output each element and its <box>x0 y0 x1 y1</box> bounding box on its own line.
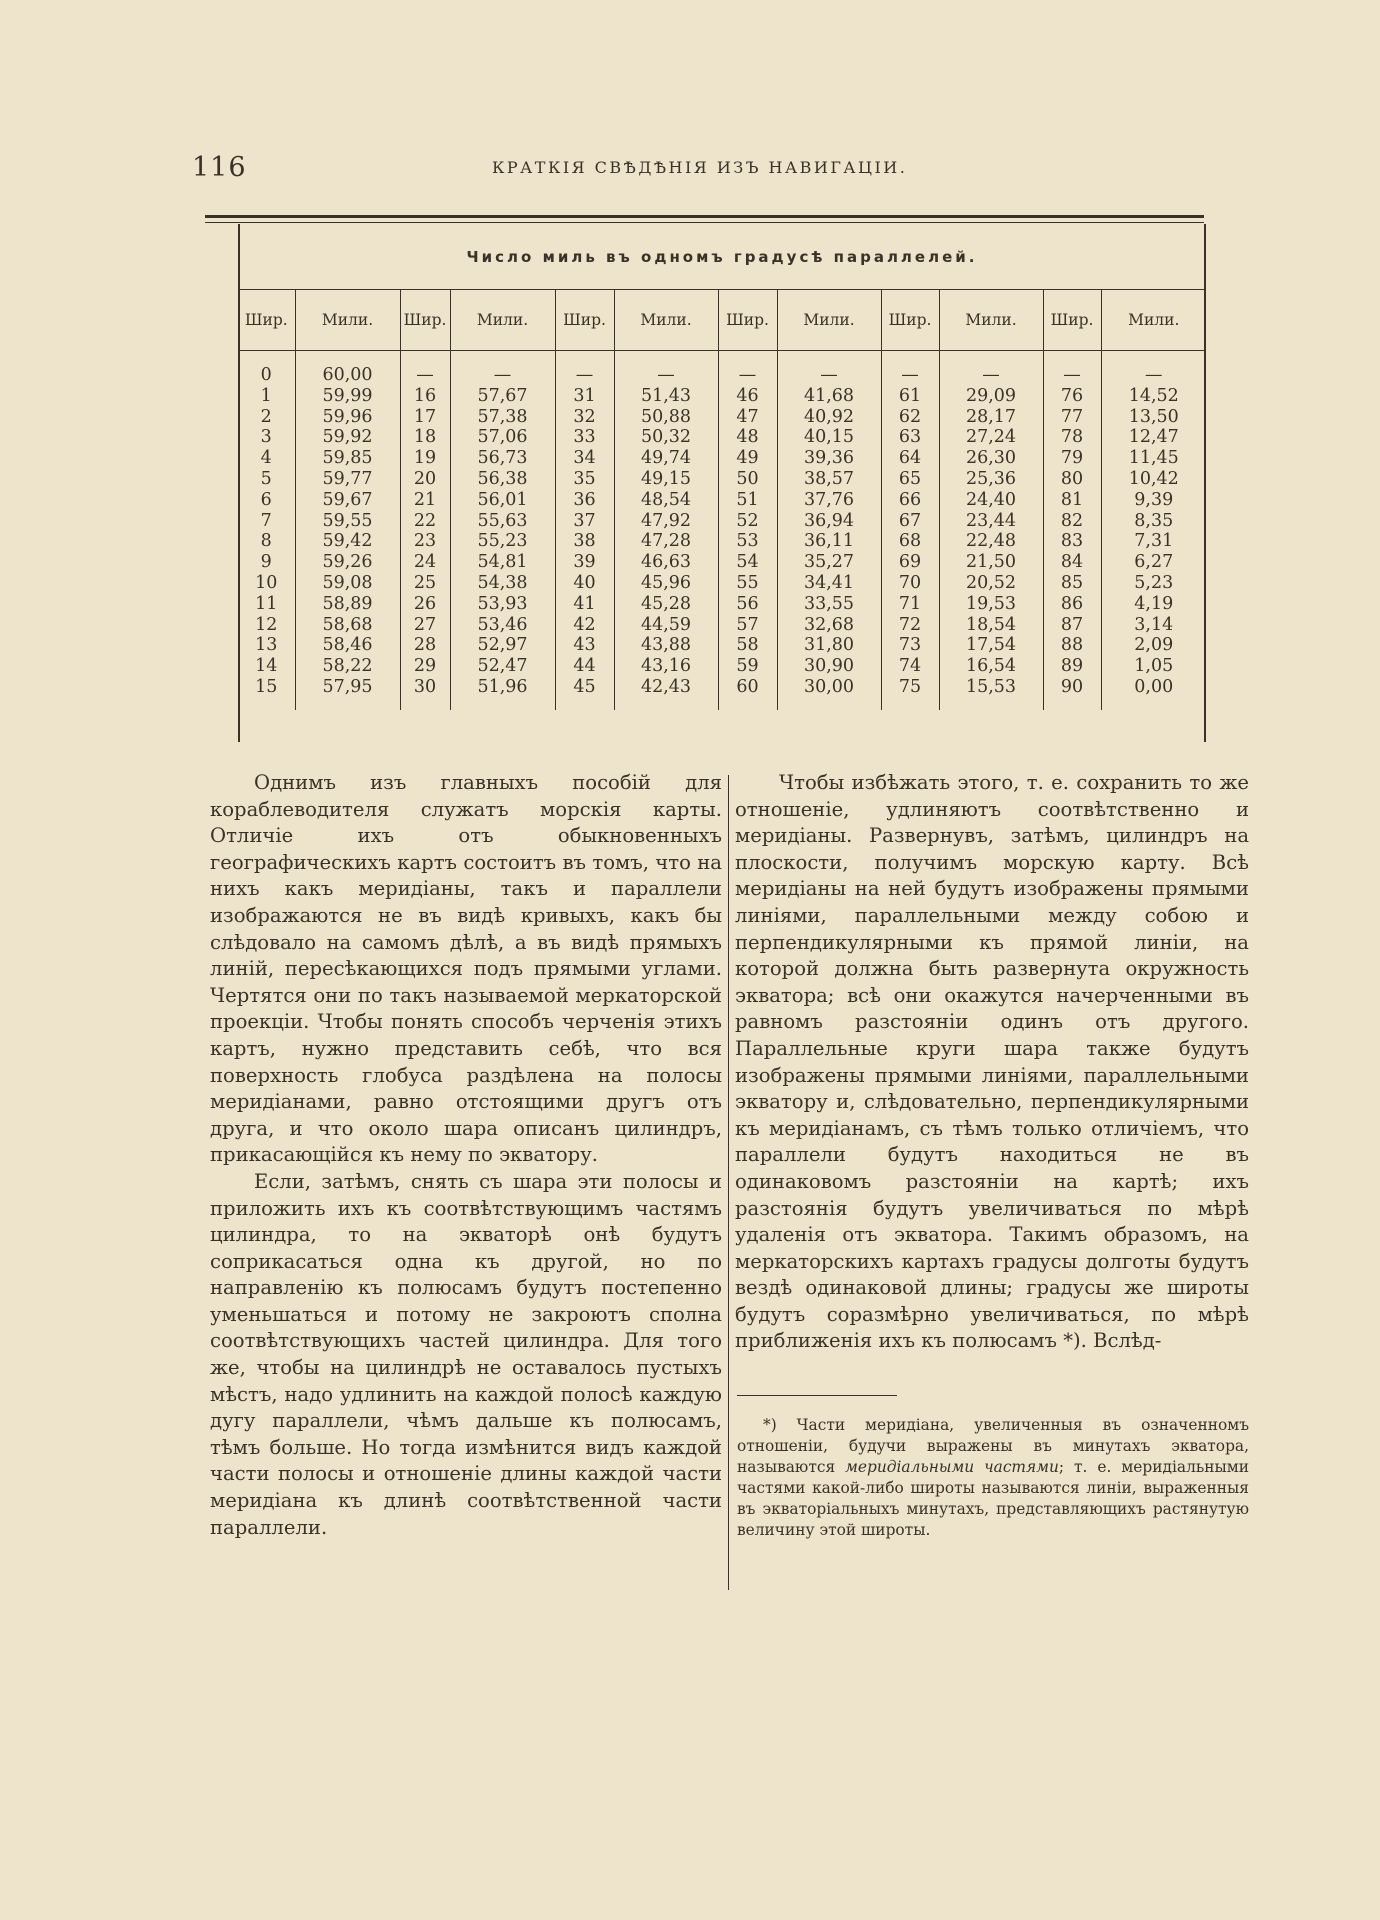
latitude-cell: 37 <box>555 511 614 532</box>
header-row <box>238 290 1206 351</box>
latitude-cell: 11 <box>255 593 278 614</box>
miles-cell: 48,54 <box>614 490 718 511</box>
paragraph: Если, затѣмъ, снять съ шара эти полосы и приложить ихъ къ соотвѣтствующимъ частямъ цилиндра, то на экваторѣ онѣ будутъ соприкасаться одна къ другой, но по направленію къ полюсамъ будутъ постепенно уменьшаться и потому не закроютъ сполна соотвѣтствующихъ частей цилиндра. Для того же, чтобы на цилиндрѣ не оставалось пустыхъ мѣстъ, надо удлинить на каждой полосѣ каждую дугу параллели, чѣмъ дальше къ полюсамъ, тѣмъ больше. Но тогда измѣнится видъ каждой части полосы и отношеніе длины каждой части меридіана къ длинѣ соотвѣтственной части параллели. <box>210 1169 722 1539</box>
miles-cell: 50,88 <box>614 407 718 428</box>
miles-cell: 53,93 <box>450 594 555 615</box>
miles-cell: 52,47 <box>450 656 555 677</box>
miles-cell: 59,26 <box>295 552 400 573</box>
latitude-cell: 23 <box>400 531 450 552</box>
latitude-cell: 44 <box>555 656 614 677</box>
table-row <box>238 531 1206 552</box>
miles-header: Мили. <box>1101 290 1206 351</box>
spacer-cell <box>555 351 614 366</box>
spacer-cell <box>295 351 400 366</box>
latitude-cell: 62 <box>881 407 939 428</box>
miles-cell: 10,42 <box>1101 469 1206 490</box>
miles-cell: 32,68 <box>777 615 881 636</box>
miles-cell: 59,08 <box>295 573 400 594</box>
footnote-term: меридіальными частями <box>845 1458 1059 1476</box>
table-row <box>238 656 1206 677</box>
latitude-cell: 15 <box>255 676 278 697</box>
right-column <box>735 770 1249 1355</box>
miles-cell: 31,80 <box>777 635 881 656</box>
miles-cell: 57,95 <box>295 677 400 698</box>
spacer-cell <box>400 698 450 710</box>
miles-data-table <box>238 290 1206 710</box>
spacer-cell <box>614 351 718 366</box>
miles-cell: 60,00 <box>295 365 400 386</box>
latitude-cell: 58 <box>718 635 777 656</box>
spacer-cell <box>295 698 400 710</box>
latitude-header: Шир. <box>238 290 295 351</box>
miles-cell: 51,96 <box>450 677 555 698</box>
miles-cell: 46,63 <box>614 552 718 573</box>
latitude-cell: 72 <box>881 615 939 636</box>
table-row <box>238 427 1206 448</box>
latitude-cell: 19 <box>400 448 450 469</box>
latitude-cell: 0 <box>260 365 272 385</box>
latitude-header: Шир. <box>718 290 777 351</box>
table-row <box>238 407 1206 428</box>
latitude-cell: 63 <box>881 427 939 448</box>
miles-cell: 45,96 <box>614 573 718 594</box>
table-title: Число миль въ одномъ градусѣ параллелей. <box>466 248 978 266</box>
latitude-cell: 5 <box>260 468 272 489</box>
miles-cell: 51,43 <box>614 386 718 407</box>
page-header <box>192 152 1172 192</box>
miles-cell: 49,15 <box>614 469 718 490</box>
latitude-cell: — <box>555 365 614 386</box>
miles-cell: 8,35 <box>1101 511 1206 532</box>
table-row <box>238 594 1206 615</box>
latitude-cell: 46 <box>718 386 777 407</box>
latitude-cell: 39 <box>555 552 614 573</box>
table-spacer <box>238 351 1206 366</box>
latitude-cell: 56 <box>718 594 777 615</box>
miles-cell: 3,14 <box>1101 615 1206 636</box>
latitude-cell: 71 <box>881 594 939 615</box>
latitude-cell: 35 <box>555 469 614 490</box>
miles-cell: 22,48 <box>939 531 1043 552</box>
miles-cell: 24,40 <box>939 490 1043 511</box>
latitude-cell: 60 <box>718 677 777 698</box>
miles-cell: 56,73 <box>450 448 555 469</box>
latitude-cell: 85 <box>1043 573 1101 594</box>
table-row <box>238 490 1206 511</box>
miles-cell: 6,27 <box>1101 552 1206 573</box>
table-row <box>238 365 1206 386</box>
miles-cell: 36,94 <box>777 511 881 532</box>
latitude-cell: 54 <box>718 552 777 573</box>
miles-cell: 59,96 <box>295 407 400 428</box>
latitude-cell: 59 <box>718 656 777 677</box>
latitude-cell: 17 <box>400 407 450 428</box>
latitude-cell: 4 <box>260 448 272 469</box>
table-row <box>238 677 1206 698</box>
latitude-cell: 12 <box>255 614 278 635</box>
table-body <box>238 351 1206 710</box>
latitude-cell: 43 <box>555 635 614 656</box>
miles-cell: 56,38 <box>450 469 555 490</box>
latitude-cell: 83 <box>1043 531 1101 552</box>
miles-cell: 41,68 <box>777 386 881 407</box>
miles-cell: 20,52 <box>939 573 1043 594</box>
latitude-cell: 84 <box>1043 552 1101 573</box>
miles-cell: 58,46 <box>295 635 400 656</box>
latitude-cell: 31 <box>555 386 614 407</box>
miles-cell: — <box>614 365 718 386</box>
miles-cell: 11,45 <box>1101 448 1206 469</box>
miles-cell: 2,09 <box>1101 635 1206 656</box>
table-row <box>238 552 1206 573</box>
miles-header: Мили. <box>295 290 400 351</box>
miles-cell: 1,05 <box>1101 656 1206 677</box>
miles-cell: 58,22 <box>295 656 400 677</box>
miles-cell: 59,67 <box>295 490 400 511</box>
miles-cell: 12,47 <box>1101 427 1206 448</box>
latitude-cell: 69 <box>881 552 939 573</box>
table-row <box>238 615 1206 636</box>
miles-cell: — <box>1101 365 1206 386</box>
miles-cell: 4,19 <box>1101 594 1206 615</box>
miles-cell: 28,17 <box>939 407 1043 428</box>
latitude-cell: 50 <box>718 469 777 490</box>
miles-cell: 14,52 <box>1101 386 1206 407</box>
latitude-cell: 52 <box>718 511 777 532</box>
latitude-cell: 24 <box>400 552 450 573</box>
miles-cell: — <box>450 365 555 386</box>
miles-cell: 33,55 <box>777 594 881 615</box>
paragraph: Чтобы избѣжать этого, т. е. сохранить то же отношеніе, удлиняютъ соотвѣтственно и меридіаны. Развернувъ, затѣмъ, цилиндръ на плоскости, получимъ морскую карту. Всѣ меридіаны на ней будутъ изображены прямыми линіями, параллельными между собою и перпендикулярными къ прямой линіи, на которой должна быть развернута окружность экватора; всѣ они окажутся начерченными въ равномъ разстояніи одинъ отъ другого. Параллельные круги шара также будутъ изображены прямыми линіями, параллельными экватору и, слѣдовательно, перпендикулярными къ меридіанамъ, съ тѣмъ только отличіемъ, что параллели будутъ находиться не въ одинаковомъ разстояніи на картѣ; ихъ разстоянія будутъ увеличиваться по мѣрѣ удаленія отъ экватора. Такимъ образомъ, на меркаторскихъ картахъ градусы долготы будутъ вездѣ одинаковой длины; градусы же широты будутъ соразмѣрно увеличиваться, по мѣрѣ приближенія ихъ къ полюсамъ *). Вслѣд- <box>735 771 1249 1353</box>
spacer-cell <box>718 351 777 366</box>
miles-cell: 50,32 <box>614 427 718 448</box>
miles-cell: 59,92 <box>295 427 400 448</box>
miles-cell: 57,06 <box>450 427 555 448</box>
table-row <box>238 386 1206 407</box>
latitude-cell: 2 <box>260 406 272 427</box>
miles-cell: 13,50 <box>1101 407 1206 428</box>
latitude-cell: — <box>1043 365 1101 386</box>
miles-header: Мили. <box>450 290 555 351</box>
latitude-cell: 82 <box>1043 511 1101 532</box>
miles-cell: 39,36 <box>777 448 881 469</box>
spacer-cell <box>1043 351 1101 366</box>
miles-header: Мили. <box>777 290 881 351</box>
miles-cell: 36,11 <box>777 531 881 552</box>
miles-cell: 47,28 <box>614 531 718 552</box>
latitude-cell: 49 <box>718 448 777 469</box>
table-row <box>238 511 1206 532</box>
miles-cell: 42,43 <box>614 677 718 698</box>
latitude-cell: 14 <box>255 656 278 677</box>
spacer-cell <box>718 698 777 710</box>
page-number: 116 <box>192 152 247 183</box>
latitude-cell: 33 <box>555 427 614 448</box>
miles-cell: 27,24 <box>939 427 1043 448</box>
latitude-cell: 77 <box>1043 407 1101 428</box>
latitude-cell: 16 <box>400 386 450 407</box>
latitude-cell: 28 <box>400 635 450 656</box>
miles-cell: 58,89 <box>295 594 400 615</box>
miles-table <box>238 224 1206 742</box>
latitude-cell: 18 <box>400 427 450 448</box>
latitude-cell: 45 <box>555 677 614 698</box>
latitude-cell: 65 <box>881 469 939 490</box>
latitude-header: Шир. <box>1043 290 1101 351</box>
latitude-cell: 78 <box>1043 427 1101 448</box>
miles-cell: 45,28 <box>614 594 718 615</box>
footnote-rule <box>737 1395 897 1396</box>
latitude-cell: 86 <box>1043 594 1101 615</box>
spacer-cell <box>939 351 1043 366</box>
miles-cell: 52,97 <box>450 635 555 656</box>
latitude-cell: 9 <box>260 552 272 573</box>
spacer-cell <box>777 698 881 710</box>
latitude-cell: 55 <box>718 573 777 594</box>
latitude-cell: — <box>718 365 777 386</box>
miles-cell: 37,76 <box>777 490 881 511</box>
miles-cell: 57,67 <box>450 386 555 407</box>
spacer-cell <box>1101 351 1206 366</box>
latitude-cell: 80 <box>1043 469 1101 490</box>
miles-cell: 59,77 <box>295 469 400 490</box>
latitude-cell: 42 <box>555 615 614 636</box>
latitude-cell: 22 <box>400 511 450 532</box>
spacer-cell <box>400 351 450 366</box>
spacer-cell <box>450 698 555 710</box>
spacer-cell <box>238 351 295 366</box>
table-top-rule <box>205 215 1204 218</box>
miles-cell: 54,81 <box>450 552 555 573</box>
spacer-cell <box>881 698 939 710</box>
miles-cell: 34,41 <box>777 573 881 594</box>
latitude-cell: 67 <box>881 511 939 532</box>
miles-cell: 17,54 <box>939 635 1043 656</box>
latitude-cell: 1 <box>260 385 272 406</box>
paragraph: Однимъ изъ главныхъ пособій для кораблеводителя служатъ морскія карты. Отличіе ихъ отъ обыкновенныхъ географическихъ картъ состоитъ въ томъ, что на нихъ какъ меридіаны, такъ и параллели изображаются не въ видѣ кривыхъ, какъ бы слѣдовало на самомъ дѣлѣ, а въ видѣ прямыхъ линій, пересѣкающихся подъ прямыми углами. Чертятся они по такъ называемой меркаторской проекціи. Чтобы понять способъ черченія этихъ картъ, нужно представить себѣ, что вся поверхность глобуса раздѣлена на полосы меридіанами, равно отстоящими другъ отъ друга, и что около шара описанъ цилиндръ, прикасающійся къ нему по экватору. <box>210 771 722 1167</box>
footnote-text: *) Части меридіана, увеличенныя въ означенномъ отношеніи, будучи выражены въ минутахъ экватора, называются <box>737 1416 1249 1476</box>
miles-cell: 23,44 <box>939 511 1043 532</box>
latitude-cell: 70 <box>881 573 939 594</box>
miles-cell: 59,99 <box>295 386 400 407</box>
miles-cell: 29,09 <box>939 386 1043 407</box>
miles-cell: — <box>777 365 881 386</box>
table-row <box>238 635 1206 656</box>
miles-header: Мили. <box>614 290 718 351</box>
miles-cell: — <box>939 365 1043 386</box>
miles-cell: 21,50 <box>939 552 1043 573</box>
spacer-cell <box>238 698 295 710</box>
latitude-cell: 57 <box>718 615 777 636</box>
latitude-cell: 74 <box>881 656 939 677</box>
spacer-cell <box>614 698 718 710</box>
running-title: КРАТКІЯ СВѢДѢНІЯ ИЗЪ НАВИГАЦІИ. <box>492 158 908 177</box>
miles-cell: 38,57 <box>777 469 881 490</box>
latitude-cell: 32 <box>555 407 614 428</box>
latitude-cell: 61 <box>881 386 939 407</box>
miles-cell: 47,92 <box>614 511 718 532</box>
miles-cell: 7,31 <box>1101 531 1206 552</box>
latitude-header: Шир. <box>555 290 614 351</box>
miles-cell: 58,68 <box>295 615 400 636</box>
miles-cell: 5,23 <box>1101 573 1206 594</box>
table-row <box>238 573 1206 594</box>
latitude-cell: 34 <box>555 448 614 469</box>
latitude-cell: 25 <box>400 573 450 594</box>
miles-cell: 26,30 <box>939 448 1043 469</box>
spacer-cell <box>939 698 1043 710</box>
latitude-cell: 48 <box>718 427 777 448</box>
spacer-cell <box>881 351 939 366</box>
miles-cell: 53,46 <box>450 615 555 636</box>
latitude-cell: 81 <box>1043 490 1101 511</box>
latitude-cell: 40 <box>555 573 614 594</box>
latitude-cell: 51 <box>718 490 777 511</box>
spacer-cell <box>1101 698 1206 710</box>
miles-cell: 55,23 <box>450 531 555 552</box>
left-column <box>210 770 722 1541</box>
latitude-cell: 26 <box>400 594 450 615</box>
latitude-cell: 13 <box>255 635 278 656</box>
latitude-cell: 73 <box>881 635 939 656</box>
latitude-cell: 30 <box>400 677 450 698</box>
spacer-cell <box>555 698 614 710</box>
footnote <box>737 1415 1249 1541</box>
latitude-cell: 10 <box>255 572 278 593</box>
miles-cell: 44,59 <box>614 615 718 636</box>
latitude-cell: 8 <box>260 531 272 552</box>
miles-cell: 49,74 <box>614 448 718 469</box>
miles-cell: 30,00 <box>777 677 881 698</box>
spacer-cell <box>777 351 881 366</box>
miles-cell: 59,85 <box>295 448 400 469</box>
table-row <box>238 448 1206 469</box>
miles-cell: 18,54 <box>939 615 1043 636</box>
miles-cell: 15,53 <box>939 677 1043 698</box>
miles-cell: 0,00 <box>1101 677 1206 698</box>
latitude-cell: 27 <box>400 615 450 636</box>
miles-cell: 54,38 <box>450 573 555 594</box>
miles-cell: 40,15 <box>777 427 881 448</box>
latitude-header: Шир. <box>400 290 450 351</box>
spacer-cell <box>1043 698 1101 710</box>
latitude-cell: 75 <box>881 677 939 698</box>
latitude-cell: — <box>881 365 939 386</box>
miles-cell: 43,16 <box>614 656 718 677</box>
latitude-cell: 47 <box>718 407 777 428</box>
miles-cell: 55,63 <box>450 511 555 532</box>
latitude-cell: 64 <box>881 448 939 469</box>
miles-cell: 30,90 <box>777 656 881 677</box>
table-header <box>238 290 1206 351</box>
latitude-cell: — <box>400 365 450 386</box>
latitude-cell: 90 <box>1043 677 1101 698</box>
miles-cell: 16,54 <box>939 656 1043 677</box>
latitude-cell: 21 <box>400 490 450 511</box>
miles-cell: 59,55 <box>295 511 400 532</box>
latitude-cell: 87 <box>1043 615 1101 636</box>
footnote-text: ; т. е. меридіальными частями какой-либо широты называются линіи, выраженныя въ экваторіальныхъ минутахъ, представляющихъ растянутую величину этой широты. <box>737 1458 1249 1539</box>
latitude-cell: 76 <box>1043 386 1101 407</box>
table-top-rule-thin <box>205 222 1204 223</box>
miles-cell: 43,88 <box>614 635 718 656</box>
latitude-cell: 38 <box>555 531 614 552</box>
latitude-cell: 89 <box>1043 656 1101 677</box>
latitude-cell: 79 <box>1043 448 1101 469</box>
miles-cell: 59,42 <box>295 531 400 552</box>
latitude-cell: 88 <box>1043 635 1101 656</box>
latitude-cell: 7 <box>260 510 272 531</box>
latitude-cell: 68 <box>881 531 939 552</box>
column-divider <box>728 775 729 1590</box>
miles-cell: 35,27 <box>777 552 881 573</box>
table-row <box>238 469 1206 490</box>
latitude-cell: 20 <box>400 469 450 490</box>
spacer-cell <box>450 351 555 366</box>
miles-cell: 25,36 <box>939 469 1043 490</box>
latitude-cell: 66 <box>881 490 939 511</box>
latitude-cell: 3 <box>260 427 272 448</box>
latitude-cell: 41 <box>555 594 614 615</box>
miles-cell: 57,38 <box>450 407 555 428</box>
latitude-cell: 53 <box>718 531 777 552</box>
miles-cell: 40,92 <box>777 407 881 428</box>
miles-cell: 9,39 <box>1101 490 1206 511</box>
latitude-cell: 29 <box>400 656 450 677</box>
latitude-cell: 6 <box>260 489 272 510</box>
miles-cell: 19,53 <box>939 594 1043 615</box>
table-spacer <box>238 698 1206 710</box>
latitude-header: Шир. <box>881 290 939 351</box>
miles-cell: 56,01 <box>450 490 555 511</box>
miles-header: Мили. <box>939 290 1043 351</box>
latitude-cell: 36 <box>555 490 614 511</box>
